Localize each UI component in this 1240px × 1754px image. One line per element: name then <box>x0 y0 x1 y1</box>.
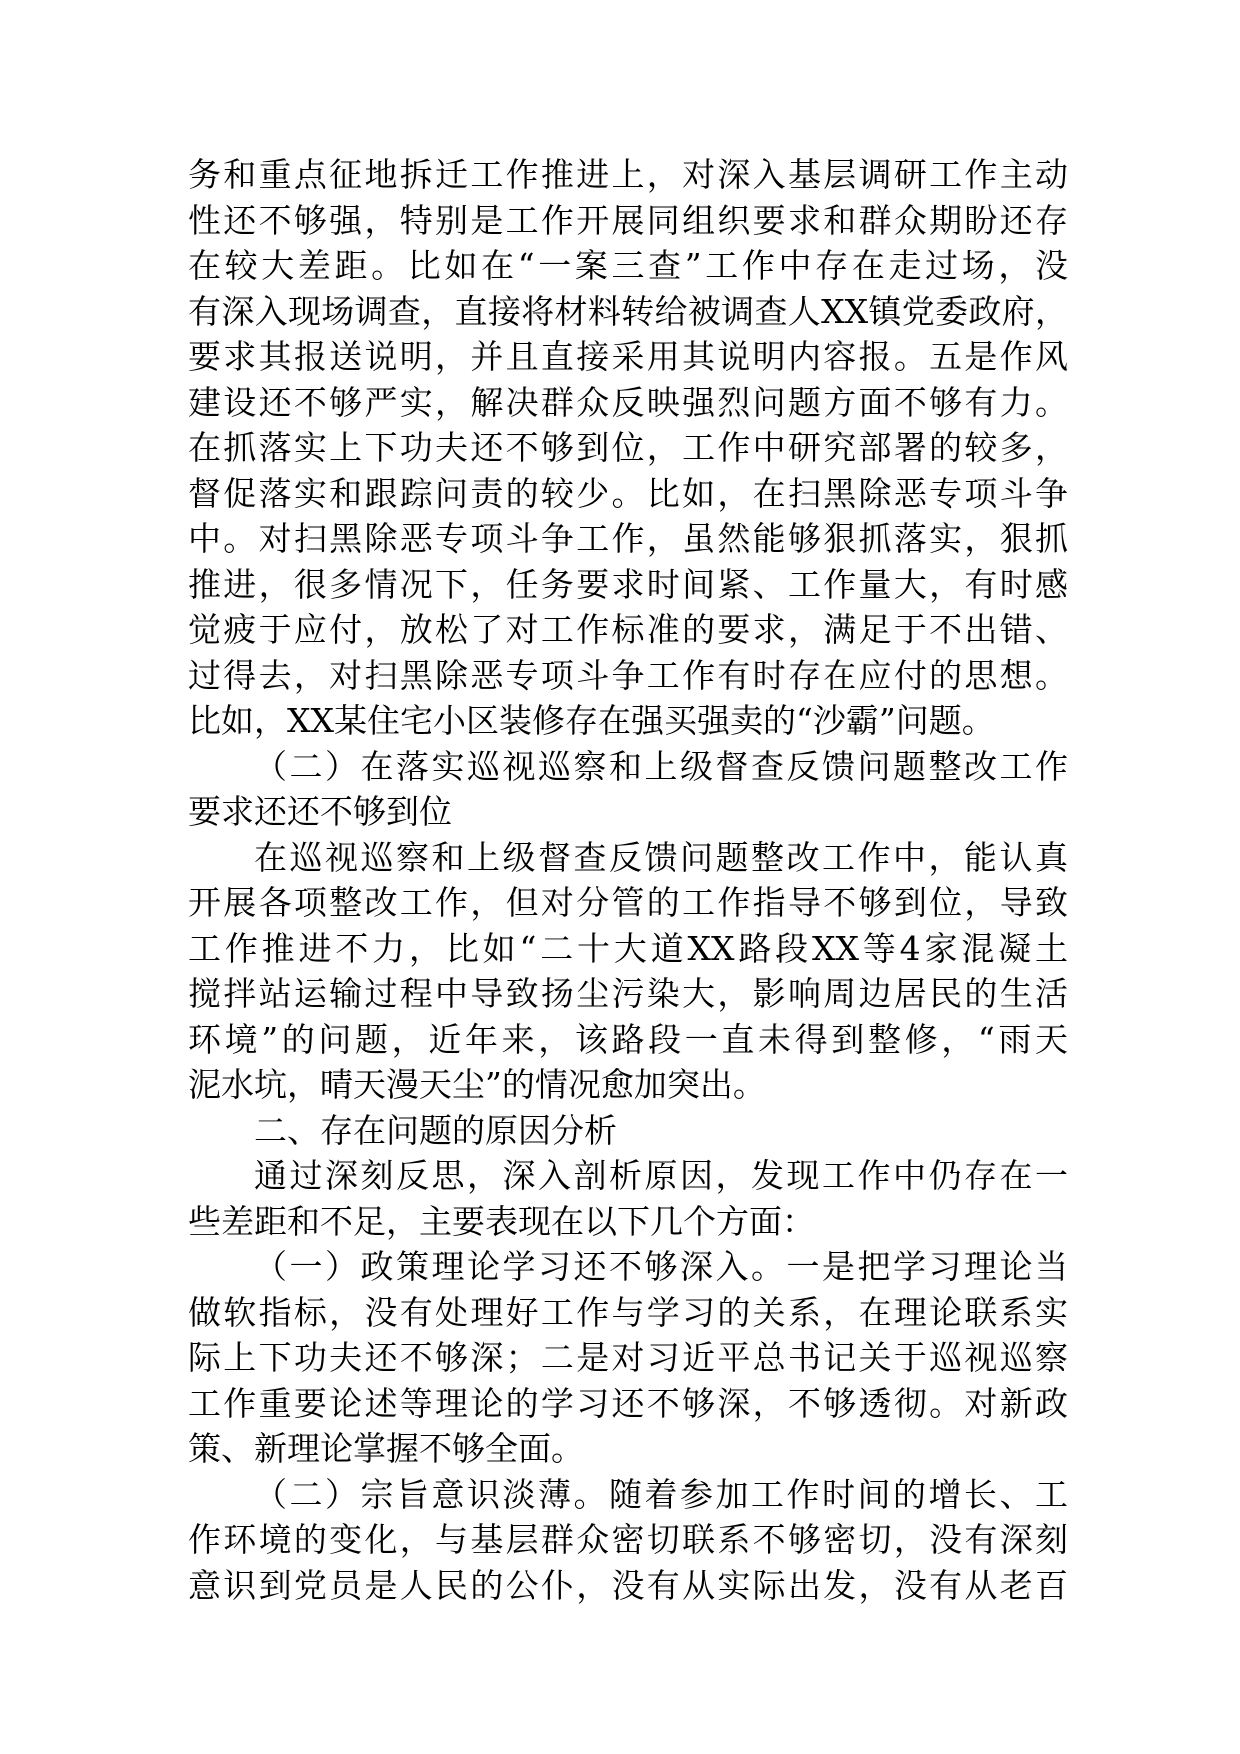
text-line: 意识到党员是人民的公仆，没有从实际出发，没有从老百 <box>188 1565 1068 1605</box>
text-line: 策、新理论掌握不够全面。 <box>188 1429 584 1468</box>
text-line: 比如，XX某住宅小区装修存在强买强卖的“沙霸”问题。 <box>188 701 995 740</box>
text-line: 在巡视巡察和上级督查反馈问题整改工作中，能认真 <box>254 837 1068 877</box>
text-line: 开展各项整改工作，但对分管的工作指导不够到位，导致 <box>188 883 1068 922</box>
text-line: 工作推进不力，比如“二十大道XX路段XX等4家混凝土 <box>188 928 1068 968</box>
text-line: 建设还不够严实，解决群众反映强烈问题方面不够有力。 <box>188 382 1068 422</box>
text-line: 泥水坑，晴天漫天尘”的情况愈加突出。 <box>188 1065 766 1104</box>
text-line: 督促落实和跟踪问责的较少。比如，在扫黑除恶专项斗争 <box>188 473 1068 513</box>
text-line: 性还不够强，特别是工作开展同组织要求和群众期盼还存 <box>188 200 1068 240</box>
text-line: 作环境的变化，与基层群众密切联系不够密切，没有深刻 <box>188 1520 1068 1559</box>
text-line: 际上下功夫还不够深；二是对习近平总书记关于巡视巡察 <box>188 1338 1068 1377</box>
text-line: 要求其报送说明，并且直接采用其说明内容报。五是作风 <box>188 337 1068 376</box>
text-line: 推进，很多情况下，任务要求时间紧、工作量大，有时感 <box>188 564 1068 604</box>
text-line: 做软指标，没有处理好工作与学习的关系，在理论联系实 <box>188 1292 1068 1332</box>
text-line: 些差距和不足，主要表现在以下几个方面： <box>188 1201 815 1241</box>
text-line: （一）政策理论学习还不够深入。一是把学习理论当 <box>254 1247 1068 1286</box>
text-line: 要求还还不够到位 <box>188 792 452 831</box>
text-line: 觉疲于应付，放松了对工作标准的要求，满足于不出错、 <box>188 610 1068 649</box>
text-line: 环境”的问题，近年来，该路段一直未得到整修，“雨天 <box>188 1019 1068 1059</box>
text-line: 在较大差距。比如在“一案三查”工作中存在走过场，没 <box>188 246 1068 285</box>
text-line: 搅拌站运输过程中导致扬尘污染大，影响周边居民的生活 <box>188 974 1068 1013</box>
text-line: 通过深刻反思，深入剖析原因，发现工作中仍存在一 <box>254 1156 1068 1195</box>
text-line: 工作重要论述等理论的学习还不够深，不够透彻。对新政 <box>188 1383 1068 1423</box>
text-line: （二）在落实巡视巡察和上级督查反馈问题整改工作 <box>254 746 1068 786</box>
text-line: 中。对扫黑除恶专项斗争工作，虽然能够狠抓落实，狠抓 <box>188 519 1068 558</box>
text-line: 务和重点征地拆迁工作推进上，对深入基层调研工作主动 <box>188 155 1068 194</box>
text-line: 在抓落实上下功夫还不够到位，工作中研究部署的较多， <box>188 428 1068 467</box>
text-line: （二）宗旨意识淡薄。随着参加工作时间的增长、工 <box>254 1474 1068 1514</box>
text-line: 有深入现场调查，直接将材料转给被调查人XX镇党委政府， <box>188 291 1068 331</box>
text-line: 二、存在问题的原因分析 <box>254 1110 617 1150</box>
document-body <box>188 152 1068 1608</box>
text-line: 过得去，对扫黑除恶专项斗争工作有时存在应付的思想。 <box>188 655 1068 695</box>
